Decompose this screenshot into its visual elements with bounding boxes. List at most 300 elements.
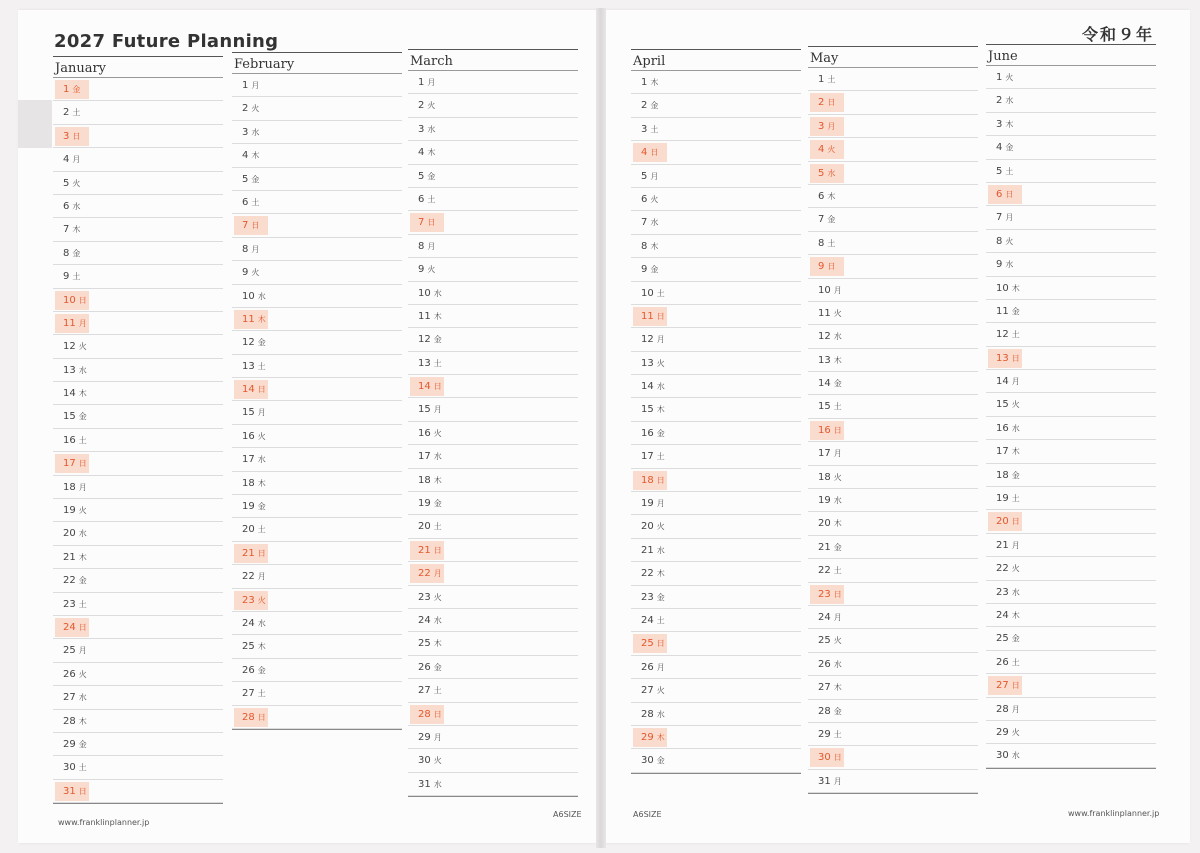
day-row[interactable] (631, 258, 801, 281)
day-number: 14 (641, 381, 654, 393)
day-row[interactable] (408, 562, 578, 585)
day-row[interactable] (408, 71, 578, 94)
day-row[interactable] (232, 425, 402, 448)
date-cell (810, 631, 844, 650)
day-row[interactable] (232, 355, 402, 378)
day-row[interactable] (232, 518, 402, 541)
day-row[interactable] (408, 773, 578, 796)
weekday-label: 火 (433, 428, 442, 438)
day-row[interactable] (631, 469, 801, 492)
day-row[interactable] (631, 679, 801, 702)
weekday-label: 木 (656, 405, 665, 415)
date-cell (234, 497, 268, 516)
day-row[interactable] (53, 686, 223, 709)
day-row[interactable] (232, 612, 402, 635)
date-cell (234, 287, 268, 306)
day-row[interactable] (408, 375, 578, 398)
weekday-label: 金 (433, 662, 442, 672)
day-number: 22 (996, 563, 1009, 575)
day-row[interactable] (631, 726, 801, 749)
day-row[interactable] (631, 445, 801, 468)
weekday-label: 火 (1011, 727, 1020, 737)
day-row[interactable] (808, 536, 978, 559)
day-row[interactable] (808, 302, 978, 325)
day-number: 19 (242, 501, 255, 513)
date-cell (410, 751, 444, 770)
day-row[interactable] (808, 559, 978, 582)
day-number: 13 (242, 360, 255, 372)
day-row[interactable] (808, 770, 978, 793)
day-row[interactable] (631, 398, 801, 421)
day-row[interactable] (631, 586, 801, 609)
day-number: 24 (242, 617, 255, 629)
day-row[interactable] (808, 676, 978, 699)
day-row[interactable] (53, 335, 223, 358)
day-row[interactable] (408, 352, 578, 375)
day-number: 28 (996, 703, 1009, 715)
day-number: 9 (63, 271, 70, 283)
day-row[interactable] (808, 606, 978, 629)
day-row[interactable] (986, 440, 1156, 463)
day-row[interactable] (808, 653, 978, 676)
day-row[interactable] (408, 726, 578, 749)
day-number: 10 (63, 294, 76, 306)
day-row[interactable] (408, 632, 578, 655)
day-row[interactable] (232, 121, 402, 144)
day-number: 3 (641, 123, 648, 135)
holiday-date-cell (55, 127, 89, 146)
day-number: 18 (641, 474, 654, 486)
date-cell (988, 629, 1022, 648)
day-number: 11 (818, 307, 831, 319)
day-row[interactable] (408, 656, 578, 679)
day-row[interactable] (232, 191, 402, 214)
day-row[interactable] (986, 627, 1156, 650)
weekday-label: 金 (833, 542, 842, 552)
weekday-label: 水 (78, 365, 87, 375)
day-number: 14 (996, 376, 1009, 388)
day-row[interactable] (232, 308, 402, 331)
day-number: 9 (641, 264, 648, 276)
day-row[interactable] (232, 682, 402, 705)
date-cell (55, 712, 89, 731)
day-row[interactable] (232, 285, 402, 308)
day-row[interactable] (53, 265, 223, 288)
day-row[interactable] (232, 542, 402, 565)
day-row[interactable] (53, 218, 223, 241)
day-row[interactable] (986, 66, 1156, 89)
day-row[interactable] (631, 656, 801, 679)
month-header (53, 56, 223, 78)
date-cell (633, 190, 667, 209)
day-row[interactable] (232, 706, 402, 729)
day-number: 30 (63, 762, 76, 774)
day-row[interactable] (408, 679, 578, 702)
date-cell (410, 260, 444, 279)
date-cell (633, 96, 667, 115)
day-row[interactable] (408, 703, 578, 726)
day-row[interactable] (631, 211, 801, 234)
day-number: 13 (996, 352, 1009, 364)
weekday-label: 月 (1011, 540, 1020, 550)
holiday-date-cell (988, 676, 1022, 695)
day-row[interactable] (986, 557, 1156, 580)
day-row[interactable] (631, 282, 801, 305)
day-number: 12 (63, 341, 76, 353)
day-number: 9 (418, 264, 425, 276)
date-cell (988, 232, 1022, 251)
day-row[interactable] (408, 188, 578, 211)
day-number: 9 (818, 261, 825, 273)
weekday-label: 木 (656, 569, 665, 579)
weekday-label: 土 (656, 288, 665, 298)
date-cell (410, 120, 444, 139)
day-number: 6 (63, 200, 70, 212)
weekday-label: 月 (427, 78, 436, 87)
day-row[interactable] (53, 499, 223, 522)
day-row[interactable] (232, 144, 402, 167)
month-column-february (232, 52, 402, 730)
day-row[interactable] (232, 378, 402, 401)
day-row[interactable] (631, 492, 801, 515)
day-row[interactable] (631, 609, 801, 632)
day-row[interactable] (408, 586, 578, 609)
day-row[interactable] (53, 429, 223, 452)
day-row[interactable] (408, 211, 578, 234)
date-cell (810, 70, 844, 89)
day-row[interactable] (986, 417, 1156, 440)
weekday-label: 水 (1005, 96, 1014, 106)
day-row[interactable] (986, 300, 1156, 323)
day-row[interactable] (232, 472, 402, 495)
weekday-label: 土 (72, 108, 81, 118)
day-row[interactable] (53, 148, 223, 171)
day-row[interactable] (53, 195, 223, 218)
day-row[interactable] (232, 401, 402, 424)
day-row[interactable] (808, 255, 978, 278)
day-row[interactable] (808, 325, 978, 348)
day-row[interactable] (53, 663, 223, 686)
date-cell (988, 115, 1022, 134)
day-row[interactable] (232, 331, 402, 354)
weekday-label: 水 (433, 288, 442, 298)
day-row[interactable] (232, 74, 402, 97)
weekday-label: 日 (833, 753, 842, 763)
day-row[interactable] (808, 208, 978, 231)
day-row[interactable] (808, 68, 978, 91)
day-row[interactable] (53, 569, 223, 592)
day-row[interactable] (986, 698, 1156, 721)
weekday-label: 土 (656, 452, 665, 462)
day-row[interactable] (408, 328, 578, 351)
month-name: February (234, 57, 295, 72)
date-cell (410, 775, 444, 794)
day-row[interactable] (408, 445, 578, 468)
day-row[interactable] (631, 94, 801, 117)
day-row[interactable] (986, 206, 1156, 229)
day-row[interactable] (986, 136, 1156, 159)
day-row[interactable] (808, 91, 978, 114)
day-row[interactable] (808, 700, 978, 723)
day-number: 29 (63, 738, 76, 750)
day-number: 1 (418, 77, 425, 88)
day-row[interactable] (631, 352, 801, 375)
day-row[interactable] (53, 710, 223, 733)
day-row[interactable] (53, 125, 223, 148)
date-cell (988, 419, 1022, 438)
day-row[interactable] (408, 165, 578, 188)
day-row[interactable] (408, 609, 578, 632)
day-row[interactable] (808, 629, 978, 652)
day-row[interactable] (631, 749, 801, 772)
day-number: 29 (641, 731, 654, 743)
day-row[interactable] (631, 422, 801, 445)
month-name: March (410, 54, 453, 69)
day-row[interactable] (808, 372, 978, 395)
day-row[interactable] (986, 230, 1156, 253)
day-row[interactable] (808, 115, 978, 138)
day-row[interactable] (808, 746, 978, 769)
day-row[interactable] (53, 616, 223, 639)
day-row[interactable] (232, 565, 402, 588)
day-number: 18 (418, 474, 431, 486)
day-row[interactable] (986, 721, 1156, 744)
weekday-label: 水 (833, 332, 842, 342)
day-row[interactable] (53, 639, 223, 662)
day-row[interactable] (986, 393, 1156, 416)
day-number: 12 (818, 331, 831, 343)
day-row[interactable] (53, 382, 223, 405)
day-row[interactable] (408, 492, 578, 515)
day-row[interactable] (986, 160, 1156, 183)
date-cell (234, 263, 268, 282)
day-number: 25 (418, 638, 431, 650)
day-row[interactable] (808, 395, 978, 418)
day-row[interactable] (53, 476, 223, 499)
date-cell (633, 330, 667, 349)
day-row[interactable] (232, 168, 402, 191)
weekday-label: 水 (257, 618, 266, 628)
day-row[interactable] (53, 522, 223, 545)
date-cell (988, 208, 1022, 227)
day-row[interactable] (408, 749, 578, 772)
date-cell (55, 431, 89, 450)
weekday-label: 日 (827, 98, 836, 108)
day-row[interactable] (53, 242, 223, 265)
day-row[interactable] (808, 442, 978, 465)
day-row[interactable] (631, 305, 801, 328)
day-row[interactable] (986, 651, 1156, 674)
weekday-label: 水 (251, 127, 260, 137)
day-row[interactable] (808, 466, 978, 489)
day-row[interactable] (631, 562, 801, 585)
day-row[interactable] (232, 635, 402, 658)
day-row[interactable] (631, 328, 801, 351)
day-number: 1 (818, 74, 825, 85)
weekday-label: 火 (656, 686, 665, 696)
day-row[interactable] (53, 452, 223, 475)
date-cell (234, 684, 268, 703)
day-row[interactable] (232, 261, 402, 284)
day-row[interactable] (631, 375, 801, 398)
day-row[interactable] (53, 359, 223, 382)
day-row[interactable] (631, 515, 801, 538)
day-row[interactable] (986, 89, 1156, 112)
day-number: 30 (641, 755, 654, 767)
day-number: 6 (641, 193, 648, 205)
day-row[interactable] (408, 469, 578, 492)
day-row[interactable] (808, 512, 978, 535)
day-row[interactable] (53, 312, 223, 335)
day-row[interactable] (808, 489, 978, 512)
weekday-label: 金 (1005, 143, 1014, 153)
weekday-label: 日 (656, 639, 665, 649)
day-number: 24 (418, 614, 431, 626)
day-number: 30 (418, 755, 431, 767)
day-number: 4 (63, 154, 70, 166)
weekday-label: 木 (433, 639, 442, 649)
day-number: 15 (641, 404, 654, 416)
day-number: 5 (242, 173, 249, 185)
day-row[interactable] (631, 703, 801, 726)
day-row[interactable] (631, 141, 801, 164)
day-row[interactable] (808, 723, 978, 746)
day-row[interactable] (53, 101, 223, 124)
day-row[interactable] (986, 323, 1156, 346)
weekday-label: 木 (650, 241, 659, 251)
day-row[interactable] (986, 604, 1156, 627)
day-row[interactable] (986, 534, 1156, 557)
day-row[interactable] (631, 235, 801, 258)
day-number: 22 (63, 575, 76, 587)
day-row[interactable] (53, 78, 223, 101)
day-row[interactable] (53, 405, 223, 428)
day-row[interactable] (232, 97, 402, 120)
day-row[interactable] (408, 258, 578, 281)
day-number: 4 (641, 147, 648, 159)
day-row[interactable] (408, 235, 578, 258)
day-row[interactable] (408, 422, 578, 445)
day-row[interactable] (408, 282, 578, 305)
day-row[interactable] (53, 172, 223, 195)
day-row[interactable] (408, 141, 578, 164)
date-cell (234, 193, 268, 212)
day-row[interactable] (53, 546, 223, 569)
day-row[interactable] (986, 277, 1156, 300)
date-cell (55, 361, 89, 380)
day-row[interactable] (986, 347, 1156, 370)
day-number: 12 (418, 334, 431, 346)
day-row[interactable] (986, 113, 1156, 136)
day-row[interactable] (986, 183, 1156, 206)
date-cell (410, 190, 444, 209)
day-row[interactable] (808, 349, 978, 372)
weekday-label: 日 (827, 262, 836, 272)
day-row[interactable] (232, 238, 402, 261)
date-cell (234, 240, 268, 259)
weekday-label: 日 (72, 131, 81, 141)
day-row[interactable] (408, 118, 578, 141)
date-cell (633, 120, 667, 139)
day-row[interactable] (986, 253, 1156, 276)
day-row[interactable] (808, 232, 978, 255)
weekday-label: 木 (257, 314, 266, 324)
day-row[interactable] (53, 756, 223, 779)
day-row[interactable] (631, 165, 801, 188)
day-row[interactable] (232, 495, 402, 518)
day-row[interactable] (986, 581, 1156, 604)
date-cell (234, 520, 268, 539)
day-row[interactable] (986, 674, 1156, 697)
day-row[interactable] (986, 487, 1156, 510)
day-row[interactable] (53, 593, 223, 616)
date-cell (810, 772, 844, 791)
day-row[interactable] (232, 659, 402, 682)
day-number: 16 (996, 422, 1009, 434)
weekday-label: 日 (1011, 681, 1020, 691)
day-row[interactable] (232, 448, 402, 471)
day-row[interactable] (631, 71, 801, 94)
day-row[interactable] (408, 398, 578, 421)
day-row[interactable] (232, 214, 402, 237)
day-row[interactable] (986, 510, 1156, 533)
weekday-label: 金 (833, 379, 842, 389)
day-row[interactable] (631, 539, 801, 562)
weekday-label: 火 (433, 756, 442, 766)
weekday-label: 月 (251, 81, 260, 90)
day-row[interactable] (808, 162, 978, 185)
date-cell (633, 447, 667, 466)
weekday-label: 土 (1011, 330, 1020, 340)
day-row[interactable] (986, 464, 1156, 487)
weekday-label: 金 (72, 248, 81, 258)
weekday-label: 月 (433, 405, 442, 415)
day-number: 21 (242, 547, 255, 559)
day-row[interactable] (808, 279, 978, 302)
day-row[interactable] (232, 589, 402, 612)
day-row[interactable] (631, 118, 801, 141)
weekday-label: 木 (1011, 283, 1020, 293)
day-number: 19 (996, 493, 1009, 505)
day-number: 11 (418, 310, 431, 322)
day-row[interactable] (986, 744, 1156, 767)
weekday-label: 日 (78, 459, 87, 469)
day-number: 17 (641, 451, 654, 463)
date-cell (410, 424, 444, 443)
date-cell (988, 395, 1022, 414)
date-cell (55, 595, 89, 614)
day-row[interactable] (631, 188, 801, 211)
day-row[interactable] (808, 138, 978, 161)
day-row[interactable] (631, 632, 801, 655)
day-row[interactable] (408, 539, 578, 562)
day-number: 17 (418, 451, 431, 463)
day-row[interactable] (808, 185, 978, 208)
day-number: 7 (418, 217, 425, 229)
day-row[interactable] (53, 289, 223, 312)
date-cell (810, 304, 844, 323)
day-row[interactable] (408, 515, 578, 538)
day-row[interactable] (53, 733, 223, 756)
date-cell (988, 700, 1022, 719)
date-cell (633, 237, 667, 256)
day-row[interactable] (53, 780, 223, 803)
day-row[interactable] (808, 419, 978, 442)
day-row[interactable] (408, 305, 578, 328)
day-row[interactable] (408, 94, 578, 117)
day-row[interactable] (986, 370, 1156, 393)
day-row[interactable] (808, 583, 978, 606)
